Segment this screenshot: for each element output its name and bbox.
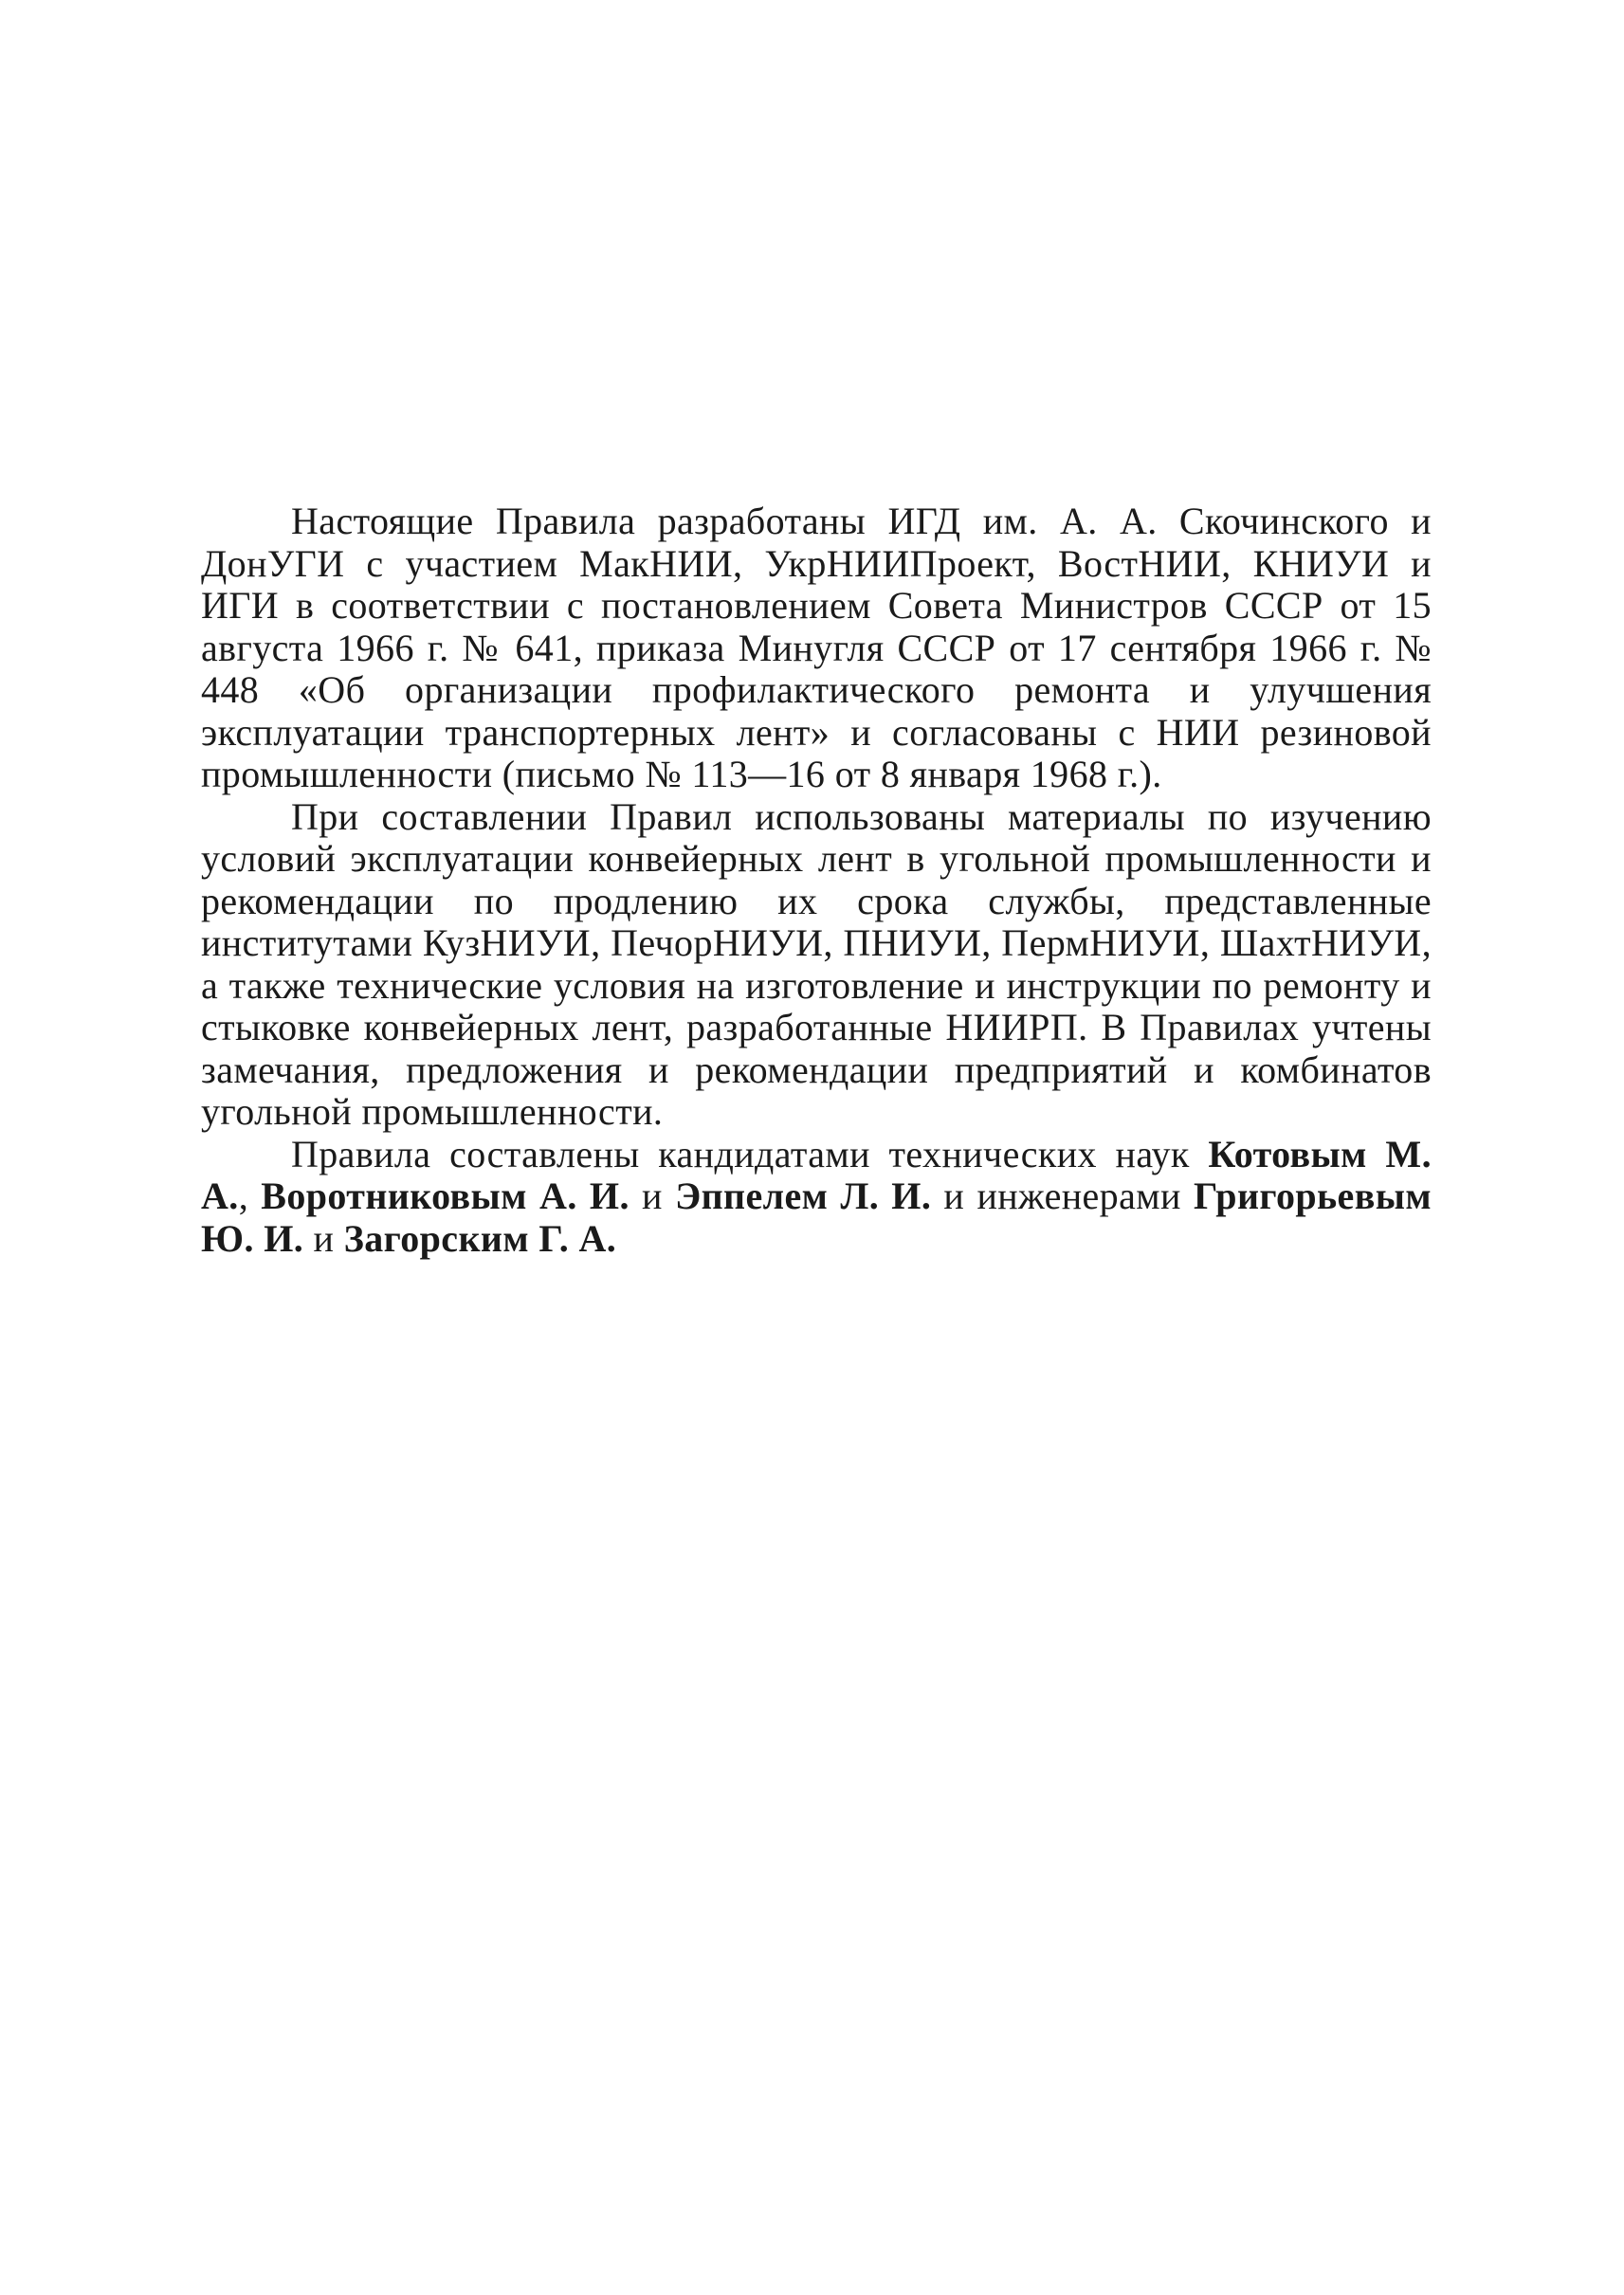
author-eppel: Эппелем Л. И. [675, 1175, 932, 1217]
paragraph-development-info: Настоящие Правила разработаны ИГД им. А. А. Скочинского и ДонУГИ с участием МакНИИ, УкрНИИПроект, ВостНИИ, КНИУИ и ИГИ в соответствии с постановлением Совета Министров СССР от 15 августа 1966 г. № 641, приказа Минугля СССР от 17 сентября 1966 г. № 448 «Об организации профилактического ремонта и улучшения эксплуатации транспортерных лент» и согласованы с НИИ резиновой промышленности (письмо № 113—16 от 8 января 1968 г.). [201, 500, 1432, 795]
authors-engineers-text: и инженерами [931, 1175, 1194, 1217]
preface-text-block [201, 501, 1432, 1260]
paragraph-materials-used: При составлении Правил использованы материалы по изучению условий эксплуатации конвейерных лент в угольной промышленности и рекомендации по продлению их срока службы, представленные институтами КузНИУИ, ПечорНИУИ, ПНИУИ, ПермНИУИ, ШахтНИУИ, а также технические условия на изготовление и инструкции по ремонту и стыковке конвейерных лент, разработанные НИИРП. В Правилах учтены замечания, предложения и рекомендации предприятий и комбинатов угольной промышленности. [201, 794, 1432, 1133]
author-zagorsky: Загорским Г. А. [343, 1216, 617, 1260]
authors-separator-comma: , [238, 1175, 262, 1217]
paragraph-authors [201, 1134, 1432, 1261]
authors-conjunction-1: и [629, 1175, 676, 1217]
author-vorotnikov: Воротниковым А. И. [261, 1175, 630, 1217]
authors-conjunction-2: и [303, 1216, 344, 1260]
author-grigoriev: Григорьевым Ю. И. [201, 1175, 1432, 1260]
authors-intro-text: Правила составлены кандидатами технических наук [291, 1132, 1190, 1175]
author-kotov: Котовым М. А. [201, 1132, 1432, 1217]
